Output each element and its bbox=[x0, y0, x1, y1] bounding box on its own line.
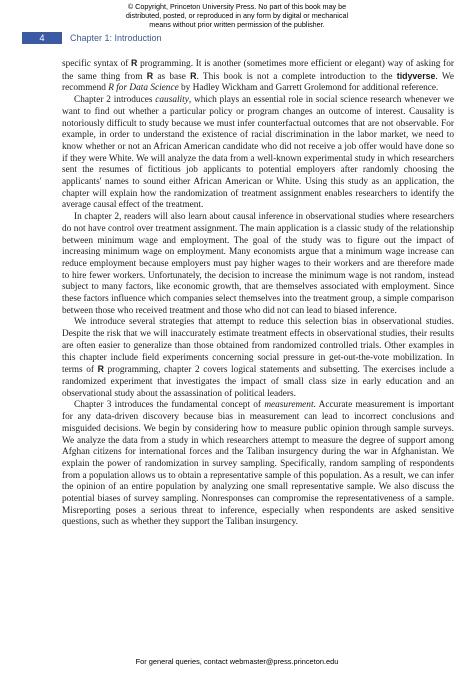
r-code-term: R bbox=[190, 70, 197, 81]
copyright-notice: © Copyright, Princeton University Press. No part of this book may be distributed, posted, or reproduced in any form by digital or mechanical means without prior written permission of the publisher. bbox=[125, 2, 349, 29]
page-number: 4 bbox=[39, 33, 45, 43]
tidyverse-term: tidyverse bbox=[396, 70, 436, 81]
running-head: Chapter 1: Introduction bbox=[70, 33, 162, 43]
book-title: R for Data Science bbox=[108, 83, 179, 94]
r-code-term: R bbox=[131, 58, 138, 68]
key-term: causality bbox=[155, 95, 189, 106]
paragraph-1: specific syntax of R programming. It is another (sometimes more efficient or elegant) way of asking for the same thing from R as base R. This book is not a complete introduction to the tidyverse. We recommend R for Data Science by Hadley Wickham and Garrett Grolemond for additional reference. bbox=[62, 58, 454, 94]
key-term: measurement bbox=[264, 400, 314, 411]
paragraph-5: Chapter 3 introduces the fundamental concept of measurement. Accurate measurement is important for any data-driven discovery because bias in measurement can lead to incorrect conclusions and misguided decisions. We begin by considering how to measure public opinion through sample surveys. We analyze the data from a study in which researchers attempt to measure the degree of support among Afghan citizens for international forces and the Taliban insurgency during the war in Afghanistan. We explain the power of randomization in survey sampling. Specifically, random sampling of respondents from a population allows us to obtain a representative sample of this population. As a result, we can infer the opinion of an entire population by analyzing one small representative sample. We also discuss the potential biases of survey sampling. Nonresponses can compromise the representativeness of a sample. Misreporting poses a serious threat to inference, especially when respondents are asked sensitive questions, such as whether they support the Taliban insurgency. bbox=[62, 400, 454, 528]
r-code-term: R bbox=[97, 364, 104, 375]
paragraph-2: Chapter 2 introduces causality, which plays an essential role in social science research whenever we want to find out whether a particular policy or program changes an outcome of interest. Causality is notoriously difficult to study because we must infer counterfactual outcomes that are not observable. For example, in order to understand the existence of racial discrimination in the labor market, we need to know whether or not an African American candidate who did not receive a job offer would have done so if they were White. We will analyze the data from a well-known experimental study in which researchers sent the resumes of fictitious job applicants to potential employers after randomly choosing the applicants' names to sound either African American or White. Using this study as an application, the chapter will explain how the randomization of treatment assignment enables researchers to identify the average causal effect of the treatment. bbox=[62, 95, 455, 211]
paragraph-4: We introduce several strategies that attempt to reduce this selection bias in observational studies. Despite the risk that we will inaccurately estimate treatment effects in observational studies, their results are often easier to generalize than those obtained from randomized controlled trials. Other examples in this chapter include field experiments concerning social pressure in get-out-the-vote mobilization. In terms of R programming, chapter 2 covers logical statements and subsetting. The exercises include a randomized experiment that investigates the impact of small class size in early education and an observational study about the assassination of political leaders. bbox=[62, 317, 454, 399]
paragraph-3: In chapter 2, readers will also learn about causal inference in observational studies where researchers do not have control over treatment assignment. The main application is a classic study of the relationship between minimum wage and employment. The goal of the study was to figure out the impact of increasing minimum wage on employment. Many economists argue that a minimum wage increase can reduce employment because employers must pay higher wages to their workers and are therefore made to hire fewer workers. Unfortunately, the decision to increase the minimum wage is not random, instead subject to many factors, like economic growth, that are themselves associated with employment. Since these factors influence which companies select themselves into the treatment group, a simple comparison between those who received treatment and those who did not can lead to biased inference. bbox=[62, 212, 454, 316]
r-code-term: R bbox=[146, 70, 154, 81]
footer-contact: For general queries, contact webmaster@press.princeton.edu bbox=[135, 657, 339, 666]
body-text bbox=[62, 58, 454, 529]
